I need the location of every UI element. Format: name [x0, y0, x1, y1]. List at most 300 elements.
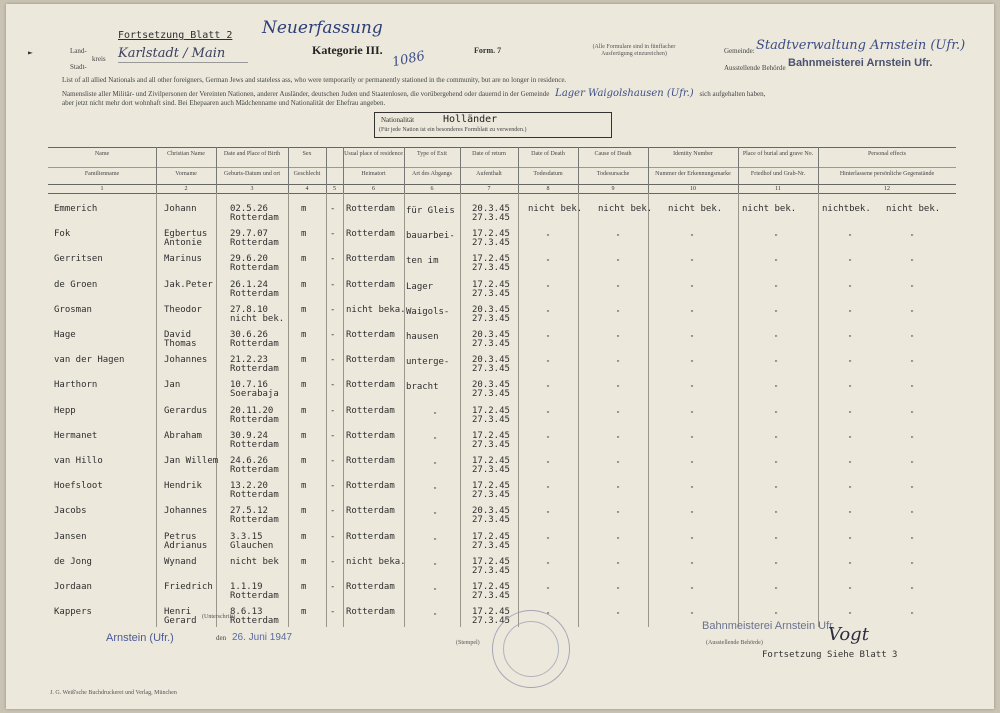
- row-birth-date: 3.3.15: [230, 531, 263, 542]
- row-surname: Jansen: [54, 531, 87, 542]
- table-col-divider-body: [648, 193, 649, 627]
- row-residence: nicht beka.: [346, 556, 406, 567]
- category-title: Kategorie III.: [312, 43, 383, 57]
- gemeinde-label: Gemeinde:: [724, 47, 755, 55]
- column-number: 2: [184, 186, 188, 192]
- row-date-exit: 27.3.45: [472, 414, 510, 425]
- row-birth-date: 20.11.20: [230, 405, 274, 416]
- row-ditto: ": [848, 535, 853, 544]
- column-header-de: Friedhof und Grab-Nr.: [750, 171, 806, 177]
- row-ditto: ": [910, 258, 915, 267]
- footer-date: 26. Juni 1947: [232, 632, 293, 643]
- row-ditto: ": [546, 283, 551, 292]
- printer-note: J. G. Weiß'sche Buchdruckerei und Verlag, München: [50, 690, 177, 696]
- column-header-de: Geburts-Datum und ort: [224, 171, 280, 177]
- row-ditto: ": [848, 384, 853, 393]
- row-sex: m: [301, 380, 307, 391]
- row-ditto: ": [848, 258, 853, 267]
- row-exit-type: für Gleis: [406, 206, 455, 216]
- row-first-name: Gerardus: [164, 405, 208, 416]
- column-header-de: Art des Abgangs: [412, 171, 452, 177]
- row-ditto: ": [616, 560, 621, 569]
- row-exit-type: bauarbei-: [406, 231, 455, 242]
- column-header-en: Usual place of residence: [344, 151, 403, 157]
- row-dash: -: [330, 304, 336, 315]
- row-ditto: ": [910, 535, 915, 544]
- row-ditto: ": [910, 560, 915, 569]
- punch-mark-icon: ►: [28, 48, 33, 57]
- row-ditto: ": [690, 308, 695, 317]
- row-ditto: ": [910, 359, 915, 368]
- column-header-de: Heimatort: [361, 171, 386, 177]
- row-ditto: ": [616, 258, 621, 267]
- row-ditto: ": [546, 384, 551, 393]
- column-header-de: Vorname: [175, 171, 197, 177]
- column-header-de: Todesursache: [596, 171, 630, 177]
- row-ditto: ": [848, 560, 853, 569]
- row-first-name: Henri: [164, 607, 192, 618]
- row-ditto: ": [848, 586, 853, 594]
- row-date-entry: 17.2.45: [472, 254, 510, 265]
- table-rule-sub: [48, 184, 956, 185]
- nationality-box: [374, 112, 612, 138]
- row-identity: nicht bek.: [668, 204, 723, 214]
- row-date-exit: 27.3.45: [472, 465, 510, 475]
- column-header-de: Todesdatum: [533, 171, 563, 177]
- row-date-exit: 27.3.45: [472, 389, 510, 400]
- row-ditto: ": [690, 258, 695, 267]
- row-birth-date: 8.6.13: [230, 607, 263, 618]
- row-birth-place: Rotterdam: [230, 439, 279, 450]
- row-surname: Emmerich: [54, 204, 98, 214]
- row-residence: Rotterdam: [346, 204, 395, 214]
- round-stamp-inner: [503, 621, 559, 677]
- row-ditto: ": [690, 434, 695, 443]
- column-header-en: Sex: [302, 151, 312, 157]
- column-number: 3: [250, 186, 254, 192]
- row-birth-place: Rotterdam: [230, 515, 279, 526]
- row-birth-date: 30.9.24: [230, 430, 268, 441]
- row-residence: Rotterdam: [346, 279, 395, 290]
- column-header-en: Christian Name: [167, 151, 205, 157]
- row-sex: m: [301, 556, 307, 567]
- row-ditto: ": [546, 308, 551, 317]
- column-number: 1: [100, 186, 104, 192]
- land-label: Land-: [70, 47, 87, 55]
- table-col-divider-body: [156, 193, 157, 627]
- row-sex: m: [301, 430, 307, 441]
- row-first-name: Jan: [164, 380, 181, 391]
- row-ditto: ": [774, 283, 779, 292]
- row-date-entry: 17.2.45: [472, 607, 510, 618]
- table-col-divider-body: [578, 193, 579, 627]
- table-rule-top: [48, 147, 956, 148]
- row-date-entry: 17.2.45: [472, 430, 510, 441]
- row-surname: Hepp: [54, 405, 76, 416]
- row-date-exit: 27.3.45: [472, 339, 510, 349]
- column-number: 5: [333, 186, 336, 192]
- row-residence: Rotterdam: [346, 355, 395, 366]
- row-dash: -: [330, 582, 336, 592]
- row-ditto: ": [616, 359, 621, 368]
- column-header-de: Hinterlassene persönliche Gegenstände: [839, 171, 935, 177]
- row-ditto: ": [433, 486, 438, 495]
- row-ditto: ": [910, 611, 915, 620]
- kreis-label: kreis: [92, 55, 106, 63]
- row-first-name: Hendrik: [164, 481, 202, 492]
- row-birth-place: Rotterdam: [230, 591, 279, 601]
- row-residence: Rotterdam: [346, 531, 395, 542]
- column-header-de: Nummer der Erkennungsmarke: [655, 171, 731, 177]
- row-ditto: ": [546, 258, 551, 267]
- row-birth-place: Rotterdam: [230, 339, 279, 349]
- row-ditto: ": [433, 461, 438, 469]
- row-date-exit: 27.3.45: [472, 439, 510, 450]
- row-surname: Hoefsloot: [54, 481, 103, 492]
- row-ditto: ": [690, 334, 695, 342]
- row-ditto: ": [848, 308, 853, 317]
- row-sex: m: [301, 304, 307, 315]
- row-date-entry: 17.2.45: [472, 456, 510, 466]
- row-date-entry: 17.2.45: [472, 481, 510, 492]
- row-dash: -: [330, 204, 336, 214]
- row-dash: -: [330, 355, 336, 366]
- row-ditto: ": [690, 409, 695, 418]
- handwritten-new-entry: Neuerfassung: [262, 18, 383, 38]
- column-header-en: Cause of Death: [594, 151, 632, 157]
- column-number: 8: [546, 186, 550, 192]
- row-ditto: ": [774, 409, 779, 418]
- row-first-name: Johannes: [164, 355, 208, 366]
- row-sex: m: [301, 279, 307, 290]
- row-dash: -: [330, 556, 336, 567]
- row-birth-place: Rotterdam: [230, 490, 279, 501]
- row-birth-date: 02.5.26: [230, 204, 268, 214]
- row-date-entry: 20.3.45: [472, 204, 510, 214]
- continued-note: Fortsetzung Siehe Blatt 3: [762, 650, 898, 660]
- row-ditto: ": [690, 460, 695, 468]
- row-birth-place: Rotterdam: [230, 465, 279, 475]
- row-sex: m: [301, 456, 307, 466]
- row-sex: m: [301, 531, 307, 542]
- row-dash: -: [330, 405, 336, 416]
- row-ditto: ": [546, 560, 551, 569]
- nationality-note: (Für jede Nation ist ein besonderes Formblatt zu verwenden.): [379, 127, 527, 133]
- row-residence: Rotterdam: [346, 506, 395, 517]
- row-residence: Rotterdam: [346, 582, 395, 592]
- row-ditto: ": [546, 460, 551, 468]
- row-surname: Gerritsen: [54, 254, 103, 265]
- nationality-label: Nationalität: [381, 116, 415, 124]
- row-ditto: ": [774, 233, 779, 242]
- row-ditto: ": [690, 283, 695, 292]
- column-number: 6: [372, 186, 375, 192]
- row-ditto: ": [616, 434, 621, 443]
- column-header-de: Aufenthalt: [476, 171, 502, 177]
- row-ditto: ": [774, 258, 779, 267]
- row-date-exit: 27.3.45: [472, 288, 510, 299]
- row-first-name-2: Adrianus: [164, 540, 208, 551]
- row-date-entry: 17.2.45: [472, 531, 510, 542]
- row-sex: m: [301, 204, 307, 214]
- row-birth-date: 1.1.19: [230, 582, 263, 592]
- row-ditto: ": [433, 587, 438, 595]
- row-ditto: ": [546, 334, 551, 342]
- row-surname: van Hillo: [54, 456, 103, 466]
- row-dash: -: [330, 229, 336, 240]
- row-ditto: ": [616, 409, 621, 418]
- row-sex: m: [301, 506, 307, 517]
- row-surname: de Jong: [54, 556, 92, 567]
- row-residence: Rotterdam: [346, 405, 395, 416]
- row-ditto: ": [546, 535, 551, 544]
- row-residence: nicht beka.: [346, 304, 406, 315]
- form-number: Form. 7: [474, 46, 502, 55]
- sheet-continuation: Fortsetzung Blatt 2: [118, 30, 233, 41]
- row-birth-date: 24.6.26: [230, 456, 268, 466]
- row-residence: Rotterdam: [346, 456, 395, 466]
- row-ditto: ": [910, 283, 915, 292]
- row-birth-date: 29.7.07: [230, 229, 268, 240]
- table-col-divider-body: [343, 193, 344, 627]
- row-birth-date: 21.2.23: [230, 355, 268, 366]
- row-ditto: ": [616, 233, 621, 242]
- row-exit-type: unterge-: [406, 357, 450, 368]
- round-stamp: [492, 610, 570, 688]
- row-ditto: ": [690, 560, 695, 569]
- row-ditto: ": [774, 384, 779, 393]
- row-ditto: ": [910, 485, 915, 494]
- intro-camp-name: Lager Waigolshausen (Ufr.): [555, 88, 694, 99]
- row-ditto: ": [616, 384, 621, 393]
- row-exit-type: ten im: [406, 256, 439, 267]
- row-exit-type: Waigols-: [406, 306, 450, 317]
- row-ditto: ": [774, 586, 779, 594]
- row-ditto: ": [546, 485, 551, 494]
- row-effects-2: nicht bek.: [886, 204, 941, 214]
- row-ditto: ": [546, 586, 551, 594]
- row-birth-place: Glauchen: [230, 540, 274, 551]
- issuing-authority: Bahnmeisterei Arnstein Ufr.: [788, 57, 933, 69]
- row-ditto: ": [690, 510, 695, 519]
- row-first-name: David: [164, 330, 192, 340]
- row-surname: Fok: [54, 229, 71, 240]
- row-ditto: ": [910, 334, 915, 342]
- row-sex: m: [301, 330, 307, 340]
- row-ditto: ": [848, 485, 853, 494]
- row-ditto: ": [774, 434, 779, 443]
- row-ditto: ": [616, 611, 621, 620]
- row-birth-date: nicht bek: [230, 556, 279, 567]
- row-residence: Rotterdam: [346, 430, 395, 441]
- row-ditto: ": [774, 560, 779, 569]
- signature: Vogt: [828, 624, 869, 645]
- table-rule-body: [48, 193, 956, 194]
- row-surname: Hage: [54, 330, 76, 340]
- row-ditto: ": [848, 233, 853, 242]
- table-col-divider-body: [818, 193, 819, 627]
- row-ditto: ": [433, 536, 438, 545]
- row-residence: Rotterdam: [346, 330, 395, 340]
- row-first-name: Wynand: [164, 556, 197, 567]
- row-ditto: ": [848, 611, 853, 620]
- row-first-name: Jak.Peter: [164, 279, 213, 290]
- row-ditto: ": [774, 460, 779, 468]
- stadt-label: Stadt-: [70, 63, 87, 71]
- row-sex: m: [301, 405, 307, 416]
- row-ditto: ": [433, 561, 438, 570]
- row-first-name: Theodor: [164, 304, 202, 315]
- row-date-exit: 27.3.45: [472, 364, 510, 375]
- row-date-entry: 20.3.45: [472, 304, 510, 315]
- row-first-name: Marinus: [164, 254, 202, 265]
- row-date-entry: 20.3.45: [472, 330, 510, 340]
- document-sheet: [6, 4, 994, 709]
- row-ditto: ": [616, 460, 621, 468]
- row-ditto: ": [848, 510, 853, 519]
- row-dash: -: [330, 330, 336, 340]
- row-sex: m: [301, 481, 307, 492]
- row-first-name: Jan Willem: [164, 456, 219, 466]
- row-burial: nicht bek.: [742, 204, 797, 214]
- row-date-exit: 27.3.45: [472, 515, 510, 526]
- row-ditto: ": [616, 510, 621, 519]
- column-header-en: Date of Death: [531, 151, 565, 157]
- table-col-divider-body: [518, 193, 519, 627]
- column-header-de: Geschlecht: [293, 171, 321, 177]
- row-ditto: ": [546, 434, 551, 443]
- row-ditto: ": [910, 409, 915, 418]
- column-header-en: Name: [94, 151, 110, 157]
- row-ditto: ": [690, 359, 695, 368]
- copies-note: (Alle Formulare sind in fünffacher Ausfertigung einzureichen): [592, 44, 676, 57]
- table-col-divider-body: [326, 193, 327, 627]
- row-ditto: ": [848, 359, 853, 368]
- table-col-divider-body: [288, 193, 289, 627]
- column-header-en: Date and Place of Birth: [223, 151, 281, 157]
- row-birth-place: Soerabaja: [230, 389, 279, 400]
- row-ditto: ": [910, 460, 915, 468]
- row-ditto: ": [848, 283, 853, 292]
- column-number: 10: [690, 186, 696, 192]
- row-ditto: ": [546, 359, 551, 368]
- row-surname: van der Hagen: [54, 355, 125, 366]
- intro-english: List of all allied Nationals and all other foreigners, German Jews and stateless ass, who were temporarily or permanently stationed in the community, but are no longer in residence.: [62, 76, 567, 84]
- row-birth-place: Rotterdam: [230, 414, 279, 425]
- row-sex: m: [301, 229, 307, 240]
- land-value: Karlstadt / Main: [118, 46, 226, 61]
- row-ditto: ": [910, 384, 915, 393]
- row-birth-place: nicht bek.: [230, 313, 285, 324]
- row-date-entry: 17.2.45: [472, 582, 510, 592]
- row-birth-date: 27.8.10: [230, 304, 268, 315]
- footer-den: den: [216, 634, 227, 642]
- row-ditto: ": [690, 611, 695, 620]
- row-effects-1: nichtbek.: [822, 204, 871, 214]
- row-surname: Grosman: [54, 304, 92, 315]
- row-surname: Jordaan: [54, 582, 92, 592]
- row-sex: m: [301, 355, 307, 366]
- row-date-exit: 27.3.45: [472, 213, 510, 223]
- row-first-name: Friedrich: [164, 582, 213, 592]
- row-date-exit: 27.3.45: [472, 540, 510, 551]
- row-date-entry: 17.2.45: [472, 556, 510, 567]
- row-birth-place: Rotterdam: [230, 263, 279, 274]
- row-ditto: ": [910, 233, 915, 242]
- row-residence: Rotterdam: [346, 481, 395, 492]
- row-date-entry: 17.2.45: [472, 279, 510, 290]
- row-surname: Kappers: [54, 607, 92, 618]
- row-surname: Hermanet: [54, 430, 98, 441]
- row-ditto: ": [774, 308, 779, 317]
- column-number: 11: [775, 186, 781, 192]
- column-header-en: Place of burial and grave No.: [742, 151, 814, 157]
- row-ditto: ": [910, 434, 915, 443]
- row-ditto: ": [774, 359, 779, 368]
- row-ditto: ": [848, 460, 853, 468]
- row-sex: m: [301, 582, 307, 592]
- row-ditto: ": [433, 410, 438, 419]
- gemeinde-value: Stadtverwaltung Arnstein (Ufr.): [756, 38, 966, 53]
- row-ditto: ": [616, 308, 621, 317]
- column-number: 6: [430, 186, 434, 192]
- row-surname: Jacobs: [54, 506, 87, 517]
- row-residence: Rotterdam: [346, 380, 395, 391]
- row-surname: Harthorn: [54, 380, 98, 391]
- column-header-en: Type of Exit: [417, 151, 447, 157]
- unterschrift-label: (Unterschrift): [202, 614, 235, 620]
- row-date-exit: 27.3.45: [472, 313, 510, 324]
- row-date-entry: 20.3.45: [472, 506, 510, 517]
- row-ditto: ": [546, 611, 551, 620]
- row-ditto: ": [774, 334, 779, 342]
- row-residence: Rotterdam: [346, 254, 395, 265]
- row-birth-place: Rotterdam: [230, 364, 279, 375]
- intro-german: [62, 88, 765, 99]
- row-birth-date: 13.2.20: [230, 481, 268, 492]
- row-first-name: Johann: [164, 204, 197, 214]
- row-death-date: nicht bek.: [528, 204, 583, 214]
- row-dash: -: [330, 506, 336, 517]
- row-first-name-2: Antonie: [164, 238, 202, 249]
- row-ditto: ": [616, 485, 621, 494]
- row-ditto: ": [848, 409, 853, 418]
- intro-german-2: aber jetzt nicht mehr dort wohnhaft sind. Bei Ehepaaren auch Mädchenname und Nationalität der Ehefrau angeben.: [62, 99, 386, 107]
- column-number: 7: [487, 186, 491, 192]
- row-first-name-2: Thomas: [164, 339, 197, 349]
- row-ditto: ": [774, 510, 779, 519]
- row-birth-place: Rotterdam: [230, 213, 279, 223]
- row-ditto: ": [774, 535, 779, 544]
- row-birth-place: Rotterdam: [230, 288, 279, 299]
- row-date-exit: 27.3.45: [472, 591, 510, 601]
- row-ditto: ": [546, 233, 551, 242]
- row-dash: -: [330, 279, 336, 290]
- row-ditto: ": [848, 434, 853, 443]
- row-ditto: ": [690, 586, 695, 594]
- table-col-divider-body: [738, 193, 739, 627]
- row-ditto: ": [433, 511, 438, 520]
- stempel-label: (Stempel): [456, 640, 480, 646]
- row-birth-date: 10.7.16: [230, 380, 268, 391]
- row-dash: -: [330, 430, 336, 441]
- row-date-entry: 20.3.45: [472, 380, 510, 391]
- row-ditto: ": [690, 485, 695, 494]
- row-ditto: ": [774, 611, 779, 620]
- row-ditto: ": [433, 435, 438, 444]
- row-first-name-2: Gerard: [164, 616, 197, 627]
- row-first-name: Egbertus: [164, 229, 208, 240]
